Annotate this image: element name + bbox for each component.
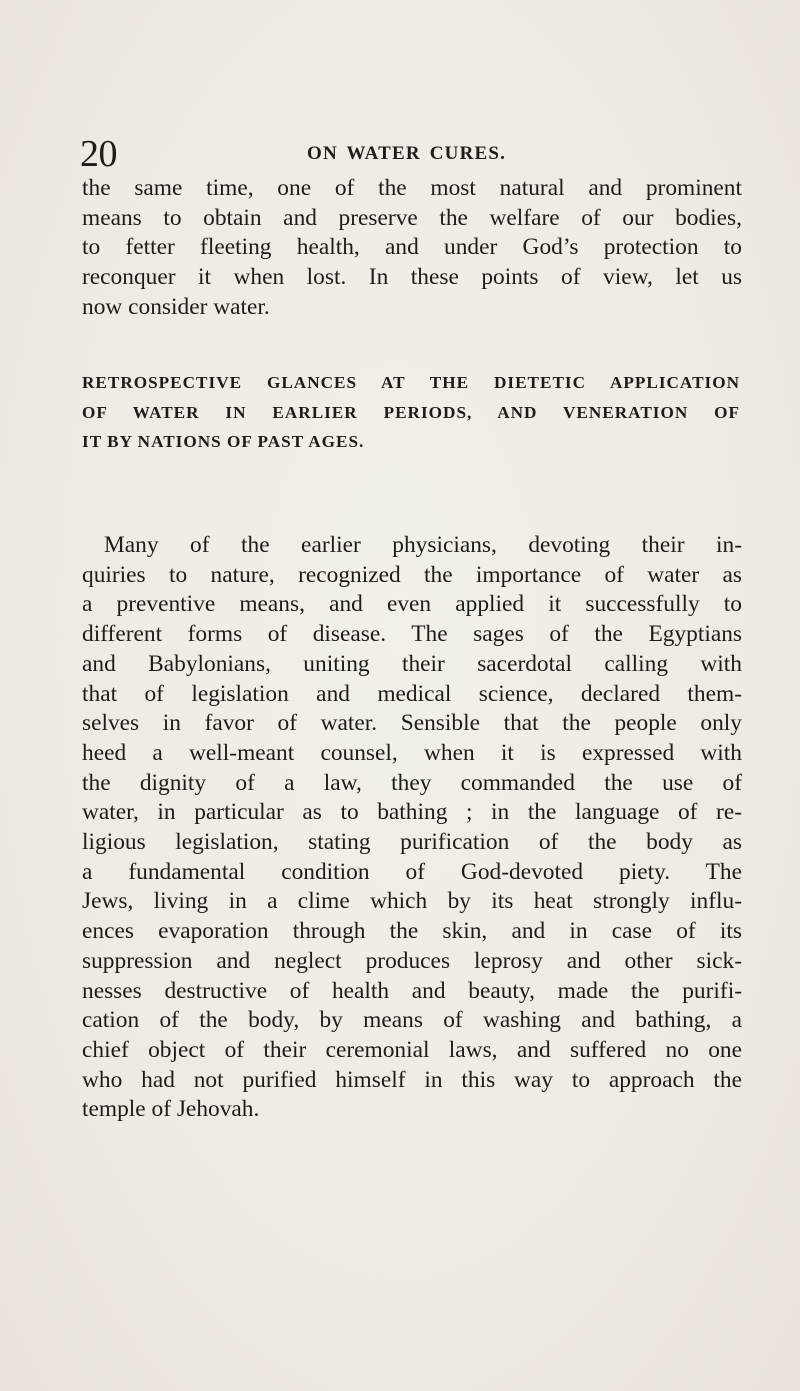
text-line: suppression and neglect produces leprosy and other sick-: [82, 947, 742, 974]
text-line: quiries to nature, recognized the importance of water as: [82, 561, 742, 588]
paragraph: [82, 531, 742, 1125]
text-line: ligious legislation, stating purification of the body as: [82, 829, 742, 856]
text-line: now consider water.: [82, 293, 270, 320]
running-head: ON WATER CURES.: [307, 143, 507, 164]
text-line: a fundamental condition of God-devoted piety. The: [82, 858, 742, 885]
text-line: ences evaporation through the skin, and in case of its: [82, 918, 742, 945]
heading-line: OF WATER IN EARLIER PERIODS, AND VENERATION OF: [82, 402, 740, 422]
text-line: chief object of their ceremonial laws, and suffered no one: [82, 1036, 742, 1063]
text-line: to fetter fleeting health, and under God’s protection to: [82, 234, 742, 261]
page-number: 20: [80, 133, 117, 175]
text-line: nesses destructive of health and beauty, made the purifi-: [82, 977, 742, 1004]
text-line: Many of the earlier physicians, devoting their in-: [104, 532, 742, 558]
text-line: means to obtain and preserve the welfare of our bodies,: [82, 204, 742, 231]
text-line: that of legislation and medical science, declared them-: [82, 680, 742, 707]
paragraph-continued: [82, 174, 742, 323]
text-line: a preventive means, and even applied it successfully to: [82, 591, 742, 618]
section-heading: [82, 368, 740, 457]
text-line: Jews, living in a clime which by its heat strongly influ-: [82, 888, 742, 915]
text-line: cation of the body, by means of washing and bathing, a: [82, 1007, 742, 1034]
text-line: heed a well-meant counsel, when it is expressed with: [82, 739, 742, 766]
text-line: and Babylonians, uniting their sacerdotal calling with: [82, 650, 742, 677]
page-header: [80, 131, 740, 177]
text-line: reconquer it when lost. In these points of view, let us: [82, 264, 742, 291]
text-line: different forms of disease. The sages of the Egyptians: [82, 621, 742, 648]
text-line: selves in favor of water. Sensible that the people only: [82, 710, 742, 737]
text-line: water, in particular as to bathing ; in the language of re-: [82, 799, 742, 826]
text-line: the dignity of a law, they commanded the use of: [82, 769, 742, 796]
text-line: temple of Jehovah.: [82, 1096, 260, 1123]
heading-line: IT BY NATIONS OF PAST AGES.: [82, 432, 365, 452]
heading-line: RETROSPECTIVE GLANCES AT THE DIETETIC APPLICATION: [82, 373, 740, 392]
text-line: the same time, one of the most natural and prominent: [82, 175, 742, 201]
text-line: who had not purified himself in this way to approach the: [82, 1066, 742, 1093]
